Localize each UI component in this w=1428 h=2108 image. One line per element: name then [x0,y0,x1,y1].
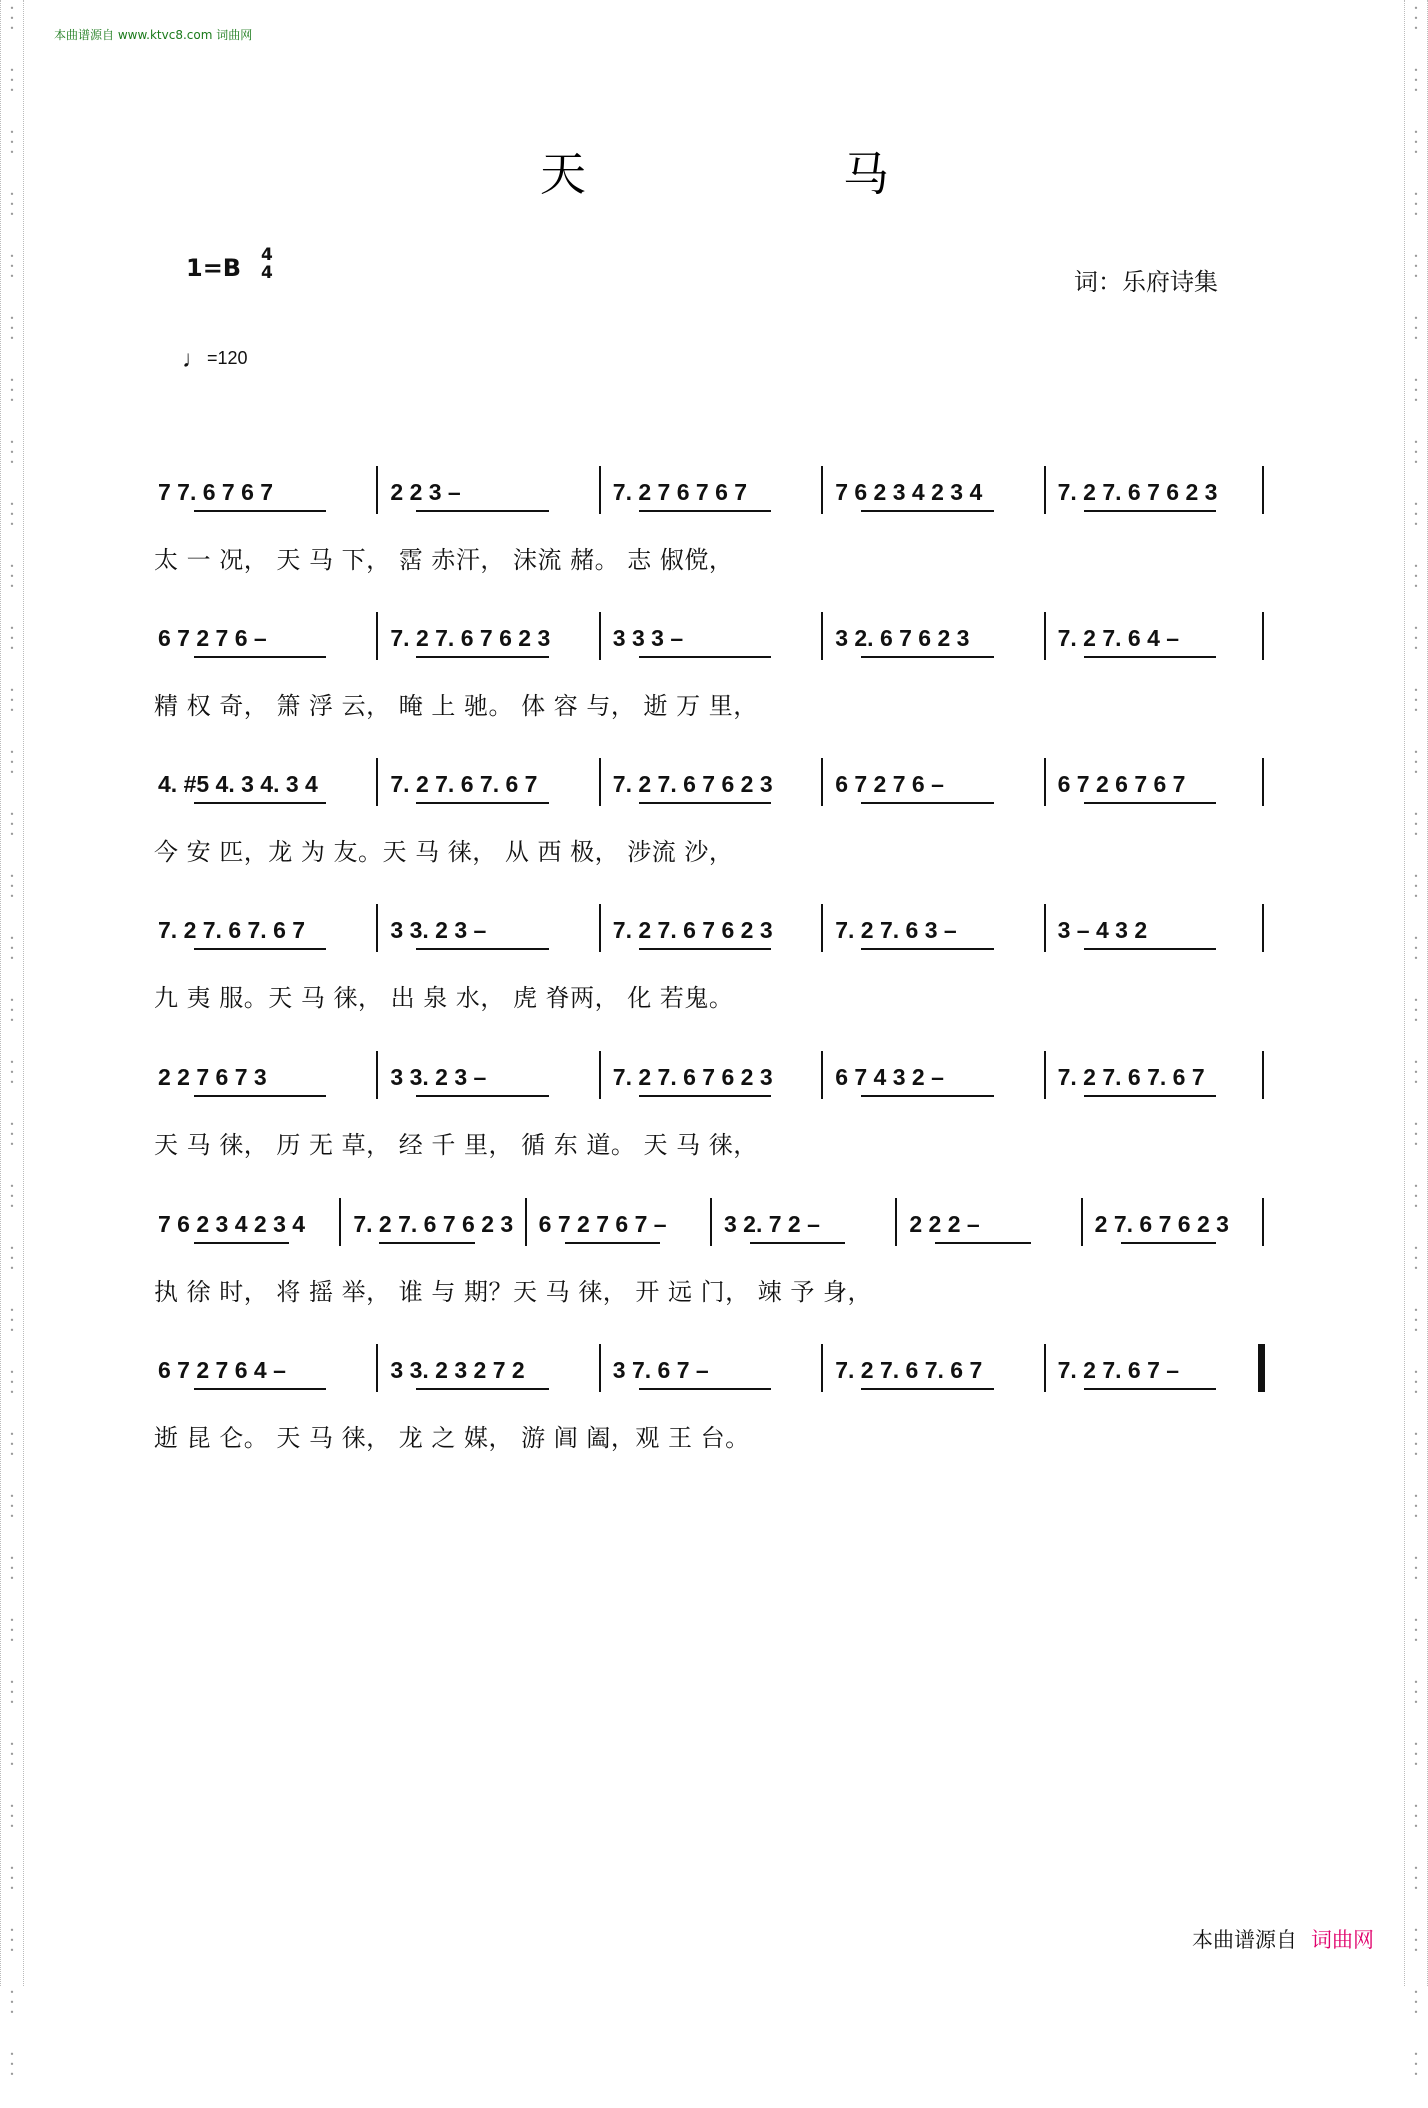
notes-row [154,616,1266,660]
notes-row [154,1202,1266,1246]
watermark-mark: • • • [1413,1926,1419,1955]
watermark-mark: • • • [1413,1988,1419,2017]
beam-line [379,1242,474,1244]
measure: 7 6 2 3 4 2 3 4 [158,1211,306,1237]
barline [1044,612,1046,660]
beam-line [416,1095,548,1097]
title-char-2: 马 [843,147,889,201]
watermark-mark: • • • [9,4,15,33]
barline [376,758,378,806]
beam-line [861,802,993,804]
barline [821,1344,823,1392]
lyrics-row: 太 一 况， 天 马 下， 霑 赤汗， 沫流 赭。 志 俶傥， [154,546,734,574]
barline [339,1198,341,1246]
lyrics-row: 精 权 奇， 箫 浮 云， 晻 上 驰。 体 容 与， 逝 万 里， [154,692,758,720]
watermark-mark: • • • [9,1740,15,1769]
watermark-mark: • • • [1413,1244,1419,1273]
beam-line [861,656,993,658]
beam-line [1084,510,1216,512]
barline [1044,1051,1046,1099]
measure: 6 7 2 7 6 – [158,625,267,651]
beam-line [194,1388,326,1390]
watermark-mark: • • • [1413,1182,1419,1211]
watermark-mark: • • • [1413,314,1419,343]
time-bottom: 4 [261,263,273,283]
watermark-mark: • • • [9,1678,15,1707]
footer-source-label: 本曲谱源自 [1192,1928,1297,1952]
watermark-mark: • • • [9,1864,15,1893]
source-header: 本曲谱源自 www.ktvc8.com 词曲网 [54,28,253,42]
watermark-mark: • • • [1413,1864,1419,1893]
watermark-mark: • • • [1413,872,1419,901]
measure: 2 2 3 – [390,479,461,505]
beam-line [1084,948,1216,950]
measure: 6 7 4 3 2 – [835,1064,944,1090]
watermark-mark: • • • [1413,1306,1419,1335]
measure: 7. 2 7. 6 7. 6 7 [158,917,306,943]
measure: 2 7. 6 7 6 2 3 [1094,1211,1229,1237]
barline [821,1051,823,1099]
footer-brand: 词曲网 [1311,1928,1374,1952]
lyrics-row: 今 安 匹，龙 为 友。天 马 徕， 从 西 极， 涉流 沙， [154,838,734,866]
barline [821,466,823,514]
barline [1044,1344,1046,1392]
watermark-mark: • • • [1413,996,1419,1025]
watermark-mark: • • • [1413,1430,1419,1459]
beam-line [861,1095,993,1097]
watermark-mark: • • • [9,1244,15,1273]
watermark-mark: • • • [1413,2050,1419,2079]
watermark-mark: • • • [1413,1802,1419,1831]
measure: 3 3. 2 3 2 7 2 [390,1357,525,1383]
measure: 3 2. 7 2 – [724,1211,820,1237]
measure: 7. 2 7. 6 7. 6 7 [390,771,538,797]
watermark-mark: • • • [9,810,15,839]
beam-line [639,510,771,512]
lyrics-row: 九 夷 服。天 马 徕， 出 泉 水， 虎 脊两， 化 若鬼。 [154,984,734,1012]
beam-line [565,1242,660,1244]
measure: 3 – 4 3 2 [1057,917,1148,943]
tempo-marking [182,346,248,374]
watermark-mark: • • • [1413,66,1419,95]
measure: 2 2 2 – [909,1211,980,1237]
barline [525,1198,527,1246]
score-system [154,908,1266,968]
measure: 7. 2 7. 6 7 6 2 3 [612,917,773,943]
score-system [154,1055,1266,1115]
watermark-mark: • • • [1413,190,1419,219]
measure: 3 2. 6 7 6 2 3 [835,625,970,651]
watermark-mark: • • • [1413,1678,1419,1707]
lyrics-row: 天 马 徕， 历 无 草， 经 千 里， 循 东 道。 天 马 徕， [154,1131,758,1159]
watermark-mark: • • • [1413,748,1419,777]
beam-line [639,1095,771,1097]
watermark-mark: • • • [9,314,15,343]
watermark-mark: • • • [9,1554,15,1583]
watermark-mark: • • • [1413,376,1419,405]
beam-line [416,656,548,658]
measure: 6 7 2 6 7 6 7 [1057,771,1186,797]
barline [1044,904,1046,952]
measure: 3 3 3 – [612,625,684,651]
watermark-mark: • • • [9,190,15,219]
watermark-mark: • • • [9,438,15,467]
barline [821,612,823,660]
key-signature [186,245,273,283]
barline [376,904,378,952]
watermark-mark: • • • [1413,934,1419,963]
watermark-mark: • • • [1413,1616,1419,1645]
watermark-mark: • • • [1413,1554,1419,1583]
beam-line [416,802,548,804]
beam-line [1084,802,1216,804]
barline [599,466,601,514]
measure: 7. 2 7. 6 3 – [835,917,957,943]
watermark-mark: • • • [9,562,15,591]
beam-line [416,510,548,512]
watermark-mark: • • • [9,1182,15,1211]
measure: 2 2 7 6 7 3 [158,1064,267,1090]
watermark-mark: • • • [1413,500,1419,529]
watermark-mark: • • • [9,2050,15,2079]
beam-line [194,1095,326,1097]
measure: 7. 2 7. 6 7 6 2 3 [612,1064,773,1090]
beam-line [639,948,771,950]
watermark-mark: • • • [1413,1740,1419,1769]
notes-row [154,1348,1266,1392]
measure: 7. 2 7. 6 7 – [1057,1357,1180,1383]
barline [376,466,378,514]
measure: 6 7 2 7 6 – [835,771,944,797]
quarter-note-icon: ♩ [182,346,206,373]
barline [599,758,601,806]
measure: 3 3. 2 3 – [390,1064,487,1090]
barline [1262,758,1264,806]
beam-line [750,1242,845,1244]
beam-line [639,1388,771,1390]
watermark-mark: • • • [1413,252,1419,281]
barline [710,1198,712,1246]
watermark-mark: • • • [9,1430,15,1459]
watermark-mark: • • • [9,1058,15,1087]
watermark-mark: • • • [1413,438,1419,467]
watermark-mark: • • • [9,1926,15,1955]
barline [895,1198,897,1246]
watermark-mark: • • • [9,872,15,901]
watermark-mark: • • • [9,1802,15,1831]
measure: 7. 2 7. 6 7 6 2 3 [1057,479,1218,505]
measure: 7. 2 7. 6 7. 6 7 [1057,1064,1205,1090]
time-top: 4 [261,245,273,265]
barline [821,904,823,952]
measure: 3 7. 6 7 – [612,1357,709,1383]
notes-row [154,908,1266,952]
right-watermark-strip [1404,0,1428,2079]
beam-line [416,948,548,950]
barline [376,1051,378,1099]
watermark-mark: • • • [9,1988,15,2017]
notes-row [154,762,1266,806]
barline [1262,466,1264,514]
watermark-mark: • • • [9,128,15,157]
watermark-mark: • • • [9,1616,15,1645]
beam-line [861,510,993,512]
barline [1262,612,1264,660]
lyrics-row: 执 徐 时， 将 摇 举， 谁 与 期？天 马 徕， 开 远 门， 竦 予 身， [154,1278,873,1306]
measure: 7. 2 7. 6 7 6 2 3 [612,771,773,797]
beam-line [639,802,771,804]
barline [1262,904,1264,952]
repeat-end-barline [1258,1344,1265,1392]
beam-line [416,1388,548,1390]
barline [599,1344,601,1392]
notes-row [154,470,1266,514]
beam-line [194,948,326,950]
watermark-mark: • • • [9,934,15,963]
watermark-mark: • • • [9,252,15,281]
barline [376,612,378,660]
source-footer [1192,1924,1374,1954]
watermark-mark: • • • [9,1120,15,1149]
barline [376,1344,378,1392]
key-label: 1=B [186,254,242,282]
watermark-mark: • • • [1413,4,1419,33]
beam-line [194,656,326,658]
watermark-mark: • • • [9,748,15,777]
measure: 7 6 2 3 4 2 3 4 [835,479,983,505]
barline [1262,1198,1264,1246]
measure: 7. 2 7. 6 7 6 2 3 [353,1211,514,1237]
barline [599,612,601,660]
measure: 4. #5 4. 3 4. 3 4 [158,771,318,797]
watermark-mark: • • • [9,1368,15,1397]
measure: 6 7 2 7 6 4 – [158,1357,286,1383]
beam-line [1084,1388,1216,1390]
barline [599,1051,601,1099]
score-system [154,762,1266,822]
beam-line [639,656,771,658]
measure: 7. 2 7 6 7 6 7 [612,479,748,505]
barline [599,904,601,952]
measure: 7. 2 7. 6 4 – [1057,625,1180,651]
barline [1262,1051,1264,1099]
watermark-mark: • • • [9,996,15,1025]
watermark-mark: • • • [1413,1058,1419,1087]
beam-line [1084,656,1216,658]
time-signature [261,246,273,282]
beam-line [935,1242,1030,1244]
barline [1044,466,1046,514]
watermark-mark: • • • [9,1492,15,1521]
barline [821,758,823,806]
beam-line [194,1242,289,1244]
lyrics-row: 逝 昆 仑。 天 马 徕， 龙 之 媒， 游 阊 阖，观 王 台。 [154,1424,750,1452]
watermark-mark: • • • [9,624,15,653]
watermark-mark: • • • [1413,810,1419,839]
measure: 7. 2 7. 6 7 6 2 3 [390,625,551,651]
watermark-mark: • • • [1413,562,1419,591]
beam-line [861,948,993,950]
watermark-mark: • • • [1413,624,1419,653]
barline [1081,1198,1083,1246]
score-system [154,616,1266,676]
beam-line [1121,1242,1216,1244]
watermark-mark: • • • [9,66,15,95]
lyricist: 词：乐府诗集 [1074,268,1218,296]
watermark-mark: • • • [1413,128,1419,157]
beam-line [1084,1095,1216,1097]
title-char-1: 天 [540,147,586,201]
watermark-mark: • • • [9,686,15,715]
measure: 3 3. 2 3 – [390,917,487,943]
watermark-mark: • • • [9,1306,15,1335]
watermark-mark: • • • [1413,1368,1419,1397]
watermark-mark: • • • [9,500,15,529]
beam-line [194,802,326,804]
tempo-value: =120 [207,348,248,368]
watermark-mark: • • • [1413,686,1419,715]
barline [1044,758,1046,806]
measure: 7. 2 7. 6 7. 6 7 [835,1357,983,1383]
measure: 7 7. 6 7 6 7 [158,479,274,505]
watermark-mark: • • • [9,376,15,405]
score-system [154,1202,1266,1262]
score-system [154,1348,1266,1408]
notes-row [154,1055,1266,1099]
watermark-mark: • • • [1413,1492,1419,1521]
left-watermark-strip [0,0,24,2079]
beam-line [861,1388,993,1390]
watermark-mark: • • • [1413,1120,1419,1149]
score-system [154,470,1266,530]
beam-line [194,510,326,512]
measure: 6 7 2 7 6 7 – [538,1211,667,1237]
